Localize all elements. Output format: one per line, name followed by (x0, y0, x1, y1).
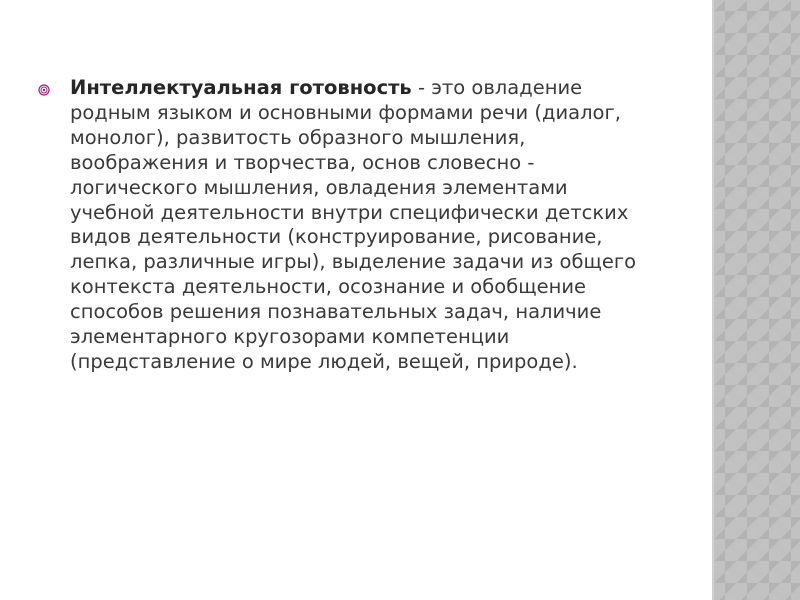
decorative-side-pattern (714, 0, 800, 600)
bullet-term: Интеллектуальная готовность (70, 76, 412, 99)
bullet-item (38, 76, 648, 375)
circle-bullet-icon (38, 84, 50, 96)
bullet-definition: - это овладение родным языком и основными формами речи (диалог, монолог), развитость образного мышления, воображения и творчества, основ словесно - логического мышления, овладения элементами учебной деятельности внутри специфически детских видов деятельности (конструирование, рисование, лепка, различные игры), выделение задачи из общего контекста деятельности, осознание и обобщение способов решения познавательных задач, наличие элементарного кругозорами компетенции (представление о мире людей, вещей, природе). (70, 76, 637, 373)
bullet-text (70, 76, 648, 375)
